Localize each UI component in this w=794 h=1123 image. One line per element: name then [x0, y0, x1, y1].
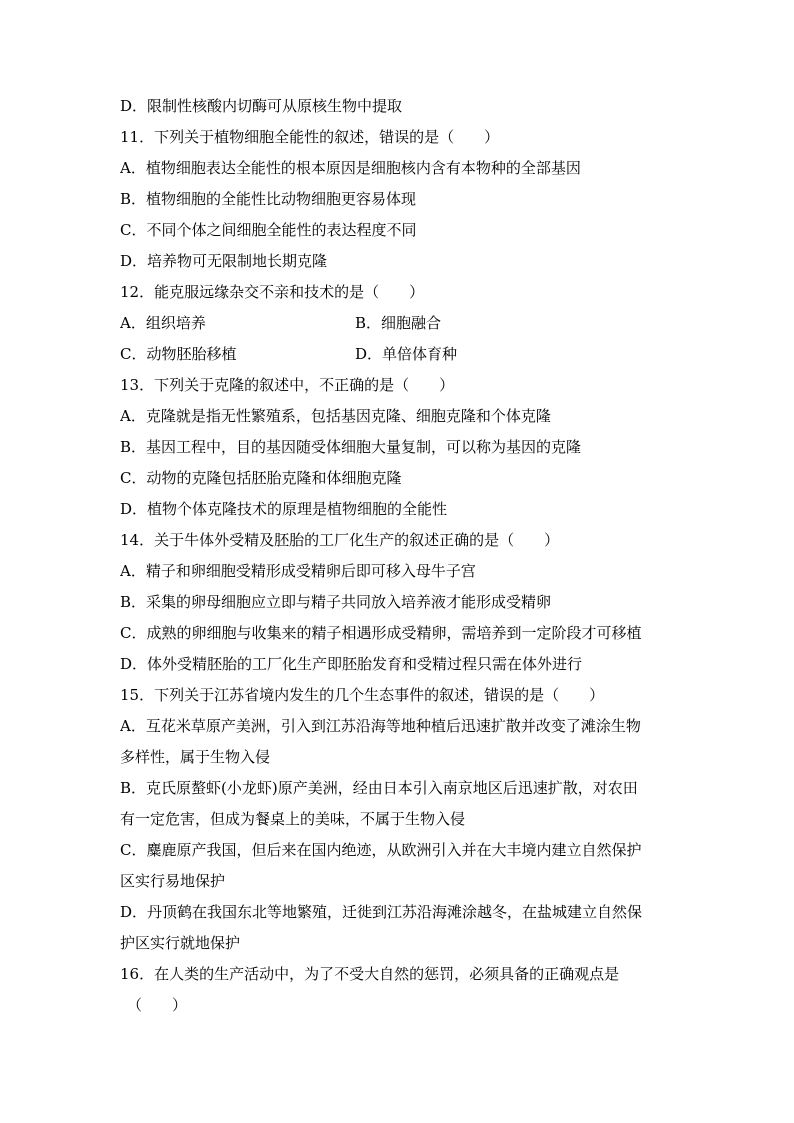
option-b-q14: B．采集的卵母细胞应立即与精子共同放入培养液才能形成受精卵 — [120, 593, 552, 611]
option-b-q13: B．基因工程中，目的基因随受体细胞大量复制，可以称为基因的克隆 — [120, 438, 582, 456]
option-c-q13: C．动物的克隆包括胚胎克隆和体细胞克隆 — [120, 469, 402, 487]
question-15: 15．下列关于江苏省境内发生的几个生态事件的叙述，错误的是（ ） — [120, 686, 605, 704]
option-b-q12: B．细胞融合 — [355, 314, 442, 332]
question-16-paren: （ ） — [127, 996, 188, 1014]
option-b-q15: B．克氏原螯虾(小龙虾)原产美洲，经由日本引入南京地区后迅速扩散，对农田 — [120, 779, 638, 797]
option-d-q12: D．单倍体育种 — [355, 345, 458, 363]
option-d-q14: D．体外受精胚胎的工厂化生产即胚胎发育和受精过程只需在体外进行 — [120, 655, 583, 673]
option-d-q15-cont: 护区实行就地保护 — [120, 934, 241, 952]
question-16: 16．在人类的生产活动中，为了不受大自然的惩罚，必须具备的正确观点是 — [120, 965, 620, 983]
question-12: 12．能克服远缘杂交不亲和技术的是（ ） — [120, 283, 425, 301]
option-a-q15-cont: 多样性，属于生物入侵 — [120, 748, 271, 766]
option-c-q14: C．成熟的卵细胞与收集来的精子相遇形成受精卵，需培养到一定阶段才可移植 — [120, 624, 642, 642]
question-14: 14．关于牛体外受精及胚胎的工厂化生产的叙述正确的是（ ） — [120, 531, 560, 549]
option-d-q11: D．培养物可无限制地长期克隆 — [120, 252, 328, 270]
option-c-q15: C．麋鹿原产我国，但后来在国内绝迹，从欧洲引入并在大丰境内建立自然保护 — [120, 841, 642, 859]
option-b-q11: B．植物细胞的全能性比动物细胞更容易体现 — [120, 190, 417, 208]
option-a-q13: A．克隆就是指无性繁殖系，包括基因克隆、细胞克隆和个体克隆 — [120, 407, 551, 425]
option-a-q14: A．精子和卵细胞受精形成受精卵后即可移入母牛子宫 — [120, 562, 476, 580]
option-a-q12: A．组织培养 — [120, 314, 206, 332]
option-d-q15: D．丹顶鹤在我国东北等地繁殖，迁徙到江苏沿海滩涂越冬，在盐城建立自然保 — [120, 903, 643, 921]
question-13: 13．下列关于克隆的叙述中，不正确的是（ ） — [120, 376, 455, 394]
option-d-q13: D．植物个体克隆技术的原理是植物细胞的全能性 — [120, 500, 448, 518]
option-c-q15-cont: 区实行易地保护 — [120, 872, 226, 890]
question-11: 11．下列关于植物细胞全能性的叙述，错误的是（ ） — [120, 128, 500, 146]
option-d-q10: D．限制性核酸内切酶可从原核生物中提取 — [120, 97, 403, 115]
option-c-q11: C．不同个体之间细胞全能性的表达程度不同 — [120, 221, 417, 239]
option-a-q11: A．植物细胞表达全能性的根本原因是细胞核内含有本物种的全部基因 — [120, 159, 581, 177]
option-b-q15-cont: 有一定危害，但成为餐桌上的美味，不属于生物入侵 — [120, 810, 466, 828]
option-a-q15: A．互花米草原产美洲，引入到江苏沿海等地种植后迅速扩散并改变了滩涂生物 — [120, 717, 641, 735]
option-c-q12: C．动物胚胎移植 — [120, 345, 237, 363]
